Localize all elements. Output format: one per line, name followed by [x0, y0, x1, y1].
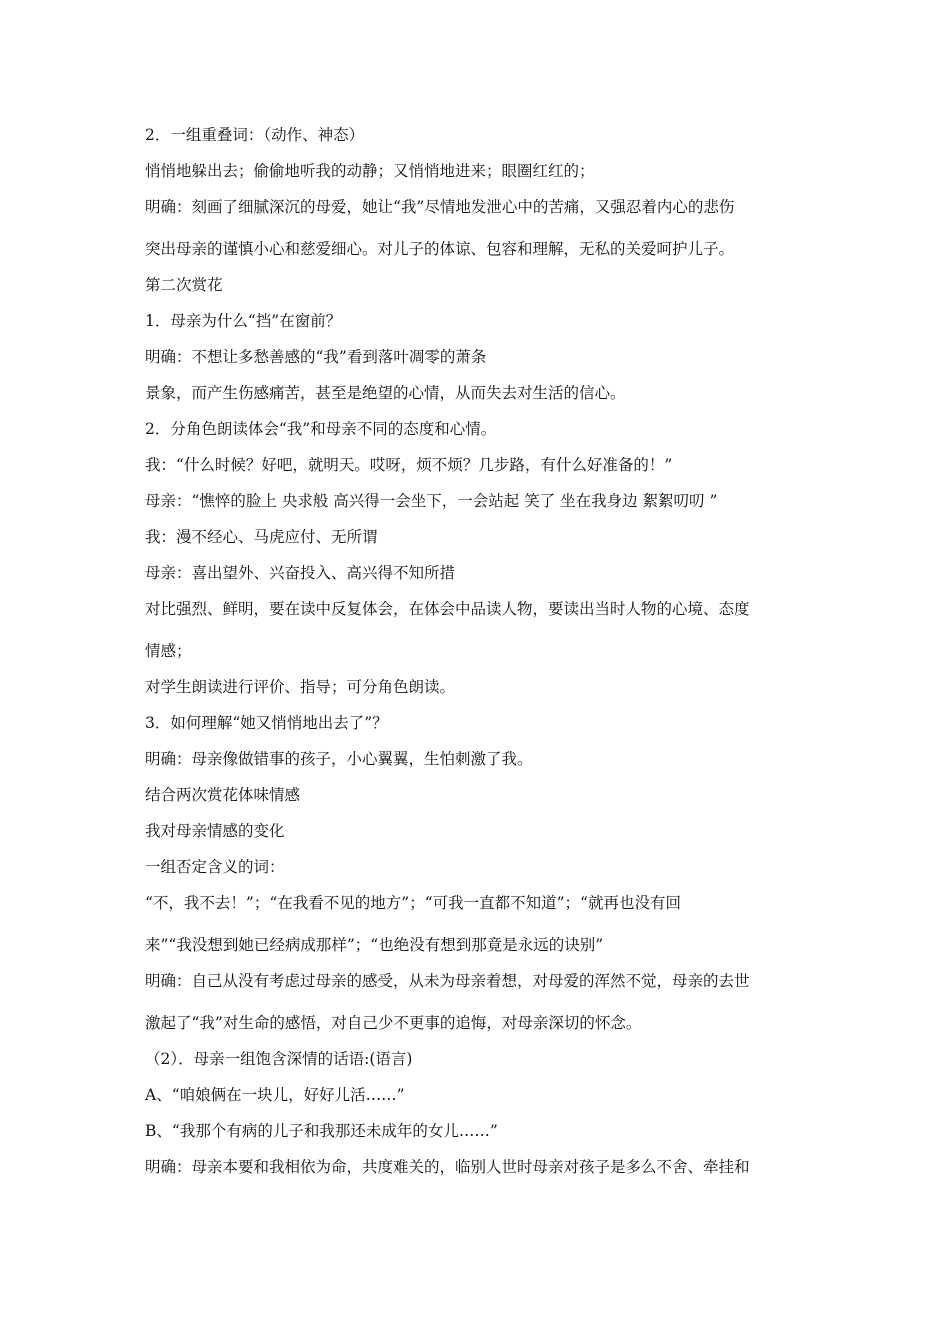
- paragraph-line: 2．一组重叠词：（动作、神态）: [145, 126, 365, 144]
- dialogue-line: 我：“什么时候？好吧，就明天。哎呀，烦不烦？几步路，有什么好准备的！”: [145, 456, 673, 474]
- paragraph-line: 激起了“我”对生命的感悟，对自己少不更事的追悔，对母亲深切的怀念。: [145, 1014, 642, 1032]
- paragraph-line: 我对母亲情感的变化: [145, 822, 285, 840]
- paragraph-line: 情感；: [145, 642, 192, 660]
- paragraph-line: 突出母亲的谨慎小心和慈爱细心。对儿子的体谅、包容和理解，无私的关爱呵护儿子。: [145, 240, 735, 258]
- quote-line: “不，我不去！”；“在我看不见的地方”；“可我一直都不知道”；“就再也没有回: [145, 894, 681, 912]
- paragraph-line: 对学生朗读进行评价、指导；可分角色朗读。: [145, 678, 456, 696]
- document-body: [145, 124, 825, 1192]
- paragraph-line: 1．母亲为什么“挡”在窗前？: [145, 312, 342, 330]
- quote-line: A、“咱娘俩在一块儿，好好儿活……”: [145, 1086, 405, 1104]
- paragraph-line: 悄悄地躲出去；偷偷地听我的动静；又悄悄地进来；眼圈红红的；: [145, 162, 595, 180]
- paragraph-line: 一组否定含义的词：: [145, 858, 285, 876]
- paragraph-line: 我：漫不经心、马虎应付、无所谓: [145, 528, 378, 546]
- paragraph-line: 结合两次赏花体味情感: [145, 786, 301, 804]
- paragraph-line: （2）．母亲一组饱含深情的话语:(语言): [145, 1050, 413, 1068]
- paragraph-line: 对比强烈、鲜明，要在读中反复体会，在体会中品读人物，要读出当时人物的心境、态度: [145, 600, 750, 618]
- paragraph-line: 明确：母亲像做错事的孩子，小心翼翼，生怕刺激了我。: [145, 750, 533, 768]
- paragraph-line: 3．如何理解“她又悄悄地出去了”？: [145, 714, 388, 732]
- paragraph-line: 明确：刻画了细腻深沉的母爱，她让“我”尽情地发泄心中的苦痛，又强忍着内心的悲伤: [145, 198, 735, 216]
- paragraph-line: 景象，而产生伤感痛苦，甚至是绝望的心情，从而失去对生活的信心。: [145, 384, 626, 402]
- quote-line: B、“我那个有病的儿子和我那还未成年的女儿……”: [145, 1122, 498, 1140]
- paragraph-line: 明确：母亲本要和我相依为命，共度难关的，临别人世时母亲对孩子是多么不舍、牵挂和: [145, 1158, 750, 1176]
- quote-line: 来”“我没想到她已经病成那样”；“也绝没有想到那竟是永远的诀别”: [145, 936, 604, 954]
- section-heading: 第二次赏花: [145, 276, 223, 294]
- paragraph-line: 2．分角色朗读体会“我”和母亲不同的态度和心情。: [145, 420, 497, 438]
- paragraph-line: 明确：自己从没有考虑过母亲的感受，从未为母亲着想，对母爱的浑然不觉，母亲的去世: [145, 972, 750, 990]
- paragraph-line: 母亲：喜出望外、兴奋投入、高兴得不知所措: [145, 564, 456, 582]
- dialogue-line: 母亲：“憔悴的脸上 央求般 高兴得一会坐下，一会站起 笑了 坐在我身边 絮絮叨叨 ”: [145, 492, 718, 510]
- paragraph-line: 明确：不想让多愁善感的“我”看到落叶凋零的萧条: [145, 348, 487, 366]
